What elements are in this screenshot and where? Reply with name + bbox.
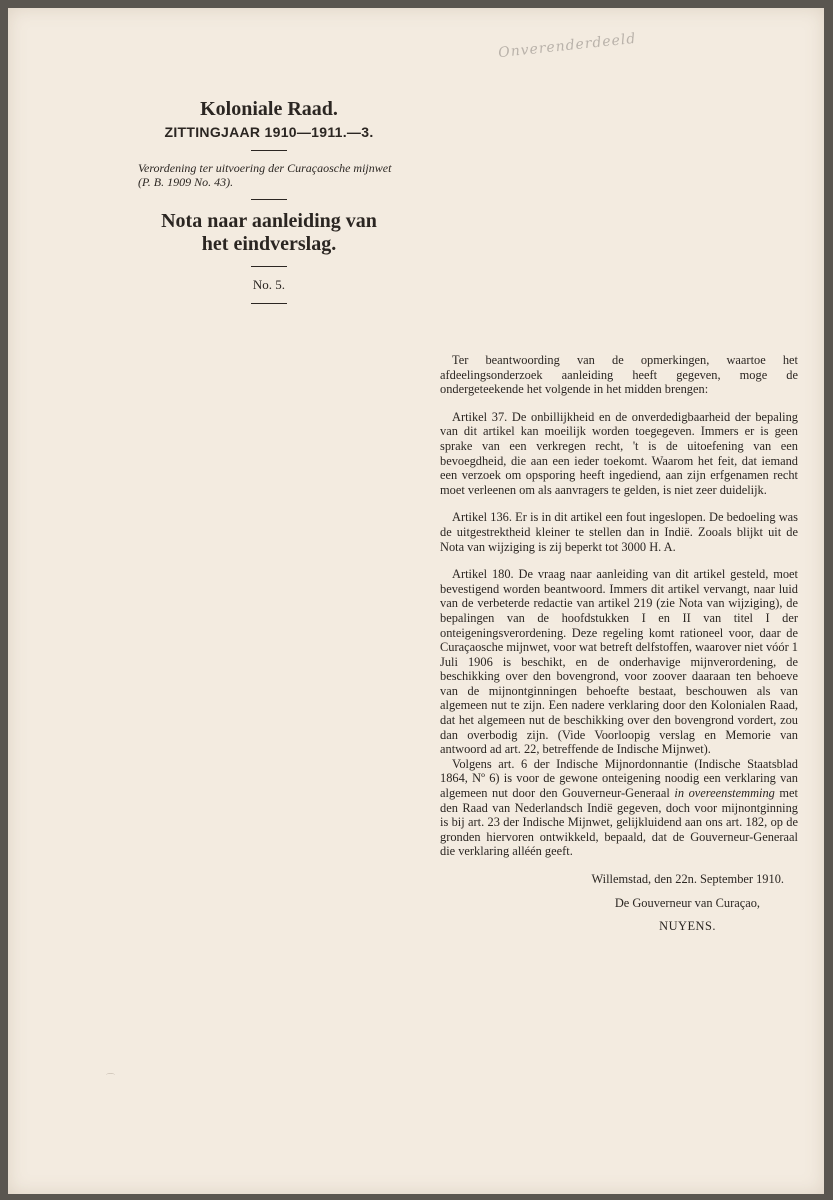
indische-mijnordonnantie-paragraph <box>440 757 798 859</box>
divider <box>251 150 287 151</box>
handwritten-note: Onverenderdeeld <box>497 30 638 62</box>
nota-title-line-1: Nota naar aanleiding van <box>161 210 377 232</box>
place-date: Willemstad, den 22n. September 1910. <box>591 872 784 886</box>
signature-block <box>440 872 798 934</box>
session-year: ZITTINGJAAR 1910—1911.—3. <box>164 124 374 140</box>
signatory-name: NUYENS. <box>659 919 716 934</box>
document-page <box>8 8 824 1194</box>
article-180-paragraph: Artikel 180. De vraag naar aanleiding van dit artikel gesteld, moet bevestigend worden beantwoord. Immers dit artikel vervangt, naar luid van de verbeterde redactie van artikel 219 (zie Nota van wijziging), de bepalingen van de hoofdstukken I en II van titel I der onteigeningsverordening. Deze regeling komt rationeel voor, daar de Curaçaosche mijnwet, voor wat betreft delfstoffen, waarover niet vóór 1 Juli 1906 is beschikt, en de onderhavige mijnverordening, de beschikking over den bovengrond, voor zoover daaraan ten behoeve van de mijnontginningen behoefte bestaat, beschouwen als van algemeen nut te zijn. Een nadere verklaring door den Kolonialen Raad, dat het algemeen nut de beschikking over den bovengrond vordert, zou dan overbodig zijn. (Vide Voorloopig verslag en Memorie van antwoord ad art. 22, betreffende de Indische Mijnwet). <box>440 567 798 757</box>
document-body <box>440 353 798 943</box>
document-header <box>138 98 400 314</box>
article-136-paragraph: Artikel 136. Er is in dit artikel een fout ingeslopen. De bedoeling was de uitgestrektheid kleiner te stellen dan in Indië. Zooals blijkt uit de Nota van wijziging is zij beperkt tot 3000 H. A. <box>440 510 798 554</box>
subject-line: Verordening ter uitvoering der Curaçaosche mijnwet (P. B. 1909 No. 43). <box>138 161 392 189</box>
article-37-paragraph: Artikel 37. De onbillijkheid en de onverdedigbaarheid der bepaling van dit artikel kan moeilijk worden toegegeven. Immers er is geen sprake van een verkregen recht, 't is de uitoefening van een bevoegdheid, die aan een ieder toekomt. Waarom het feit, dat iemand een verzoek om opsporing heeft ingediend, aan zijn erfgenamen recht moet verleenen om als aanvragers te gelden, is niet zeer duidelijk. <box>440 409 798 497</box>
divider <box>251 303 287 304</box>
intro-paragraph: Ter beantwoording van de opmerkingen, waartoe het afdeelingsonderzoek aanleiding heeft gegeven, moge de ondergeteekende het volgende in het midden brengen: <box>440 353 798 397</box>
indische-text-emphasis: in overeenstemming <box>674 786 775 801</box>
indische-text-before: Volgens art. 6 der Indische Mijnordonnantie (Indische Staatsblad 1864, Nº 6) is voor de gewone onteigening noodig een verklaring van algemeen nut door den Gouverneur-Generaal <box>440 756 798 801</box>
document-number: No. 5. <box>252 277 286 292</box>
paper-mark: ⌒ <box>106 1073 116 1083</box>
council-title: Koloniale Raad. <box>200 98 338 120</box>
divider <box>251 266 287 267</box>
divider <box>251 199 287 200</box>
nota-title-line-2: het eindverslag. <box>201 233 337 255</box>
nota-title <box>138 210 400 256</box>
indische-text-after: met den Raad van Nederlandsch Indië gegeven, doch voor mijnontginning is bij art. 23 der Indische Mijnwet, gelijkluidend aan ons art. 182, op de gronden hiervoren ontwikkeld, bepaald, dat de Gouverneur-Generaal die verklaring alléén geeft. <box>440 786 798 859</box>
signatory-office: De Gouverneur van Curaçao, <box>614 895 760 910</box>
